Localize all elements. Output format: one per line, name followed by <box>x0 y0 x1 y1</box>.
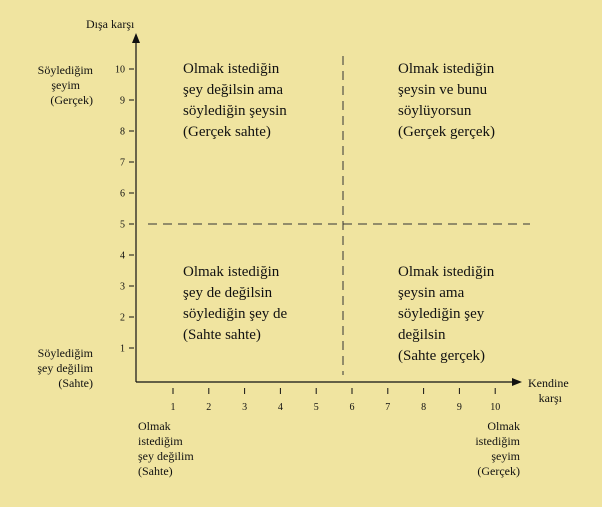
y-axis-arrow <box>132 33 140 43</box>
x-left-label-line: (Sahte) <box>138 464 173 478</box>
y-top-label-line: (Gerçek) <box>50 93 93 107</box>
x-tick-label: 5 <box>313 402 319 413</box>
y-tick-label: 8 <box>120 126 125 138</box>
x-right-label <box>420 419 520 479</box>
y-tick-label: 7 <box>120 157 125 169</box>
quadrant-line: şey değilsin ama <box>183 82 283 98</box>
x-tick-label: 2 <box>206 402 212 413</box>
y-top-label <box>0 63 93 108</box>
quadrant-line: (Sahte gerçek) <box>398 348 486 364</box>
x-axis-title <box>528 376 569 406</box>
quadrant-line: değilsin <box>398 327 446 343</box>
quadrant-line: Olmak istediğin <box>183 61 280 77</box>
x-tick-label: 10 <box>490 402 501 413</box>
quadrant-line: Olmak istediğin <box>398 264 495 280</box>
quadrant-line: söylediğin şeysin <box>183 103 287 119</box>
x-right-label-line: (Gerçek) <box>477 464 520 478</box>
quadrant-line: şeysin ama <box>398 285 465 301</box>
y-bottom-label <box>0 346 93 391</box>
quadrant-bottom-right <box>398 262 494 367</box>
quadrant-line: (Sahte sahte) <box>183 327 261 343</box>
y-bottom-label-line: Söylediğim <box>37 346 93 360</box>
quadrant-line: söylediğin şey <box>398 306 485 322</box>
x-left-label <box>138 419 194 479</box>
x-tick-label: 3 <box>242 402 248 413</box>
x-left-label-line: şey değilim <box>138 449 194 463</box>
y-tick-label: 4 <box>120 250 125 262</box>
y-tick-label: 3 <box>120 281 125 293</box>
x-tick-label: 6 <box>349 402 355 413</box>
x-right-label-line: şeyim <box>491 449 520 463</box>
quadrant-top-left <box>183 59 287 143</box>
y-tick-label: 6 <box>120 188 125 200</box>
quadrant-line: Olmak istediğin <box>183 264 280 280</box>
x-right-label-line: istediğim <box>475 434 520 448</box>
y-bottom-label-line: (Sahte) <box>58 376 93 390</box>
y-axis-title: Dışa karşı <box>86 17 135 31</box>
quadrant-line: şey de değilsin <box>183 285 273 301</box>
y-tick-label: 1 <box>120 343 125 355</box>
x-right-label-line: Olmak <box>487 419 520 433</box>
x-axis-arrow <box>512 378 522 386</box>
quadrant-line: (Gerçek gerçek) <box>398 124 496 140</box>
y-top-label-line: Söylediğim <box>37 63 93 77</box>
x-axis-title-line: Kendine <box>528 376 569 390</box>
quadrant-line: Olmak istediğin <box>398 61 495 77</box>
x-left-label-line: istediğim <box>138 434 183 448</box>
x-tick-label: 9 <box>456 402 462 413</box>
quadrant-line: şeysin ve bunu <box>398 82 488 98</box>
x-tick-label: 7 <box>385 402 391 413</box>
x-left-label-line: Olmak <box>138 419 171 433</box>
x-tick-label: 4 <box>277 402 283 413</box>
y-tick-label: 9 <box>120 95 125 107</box>
quadrant-bottom-left <box>183 262 287 346</box>
quadrant-line: (Gerçek sahte) <box>183 124 271 140</box>
x-tick-label: 8 <box>421 402 427 413</box>
y-tick-label: 2 <box>120 312 125 324</box>
y-top-label-line: şeyim <box>51 78 80 92</box>
quadrant-line: söylediğin şey de <box>183 306 288 322</box>
x-axis-title-line: karşı <box>538 391 562 405</box>
y-bottom-label-line: şey değilim <box>37 361 93 375</box>
quadrant-top-right <box>398 59 495 143</box>
y-tick-label: 5 <box>120 219 125 231</box>
y-tick-label: 10 <box>115 64 125 76</box>
x-tick-label: 1 <box>170 402 176 413</box>
quadrant-line: söylüyorsun <box>398 103 472 119</box>
